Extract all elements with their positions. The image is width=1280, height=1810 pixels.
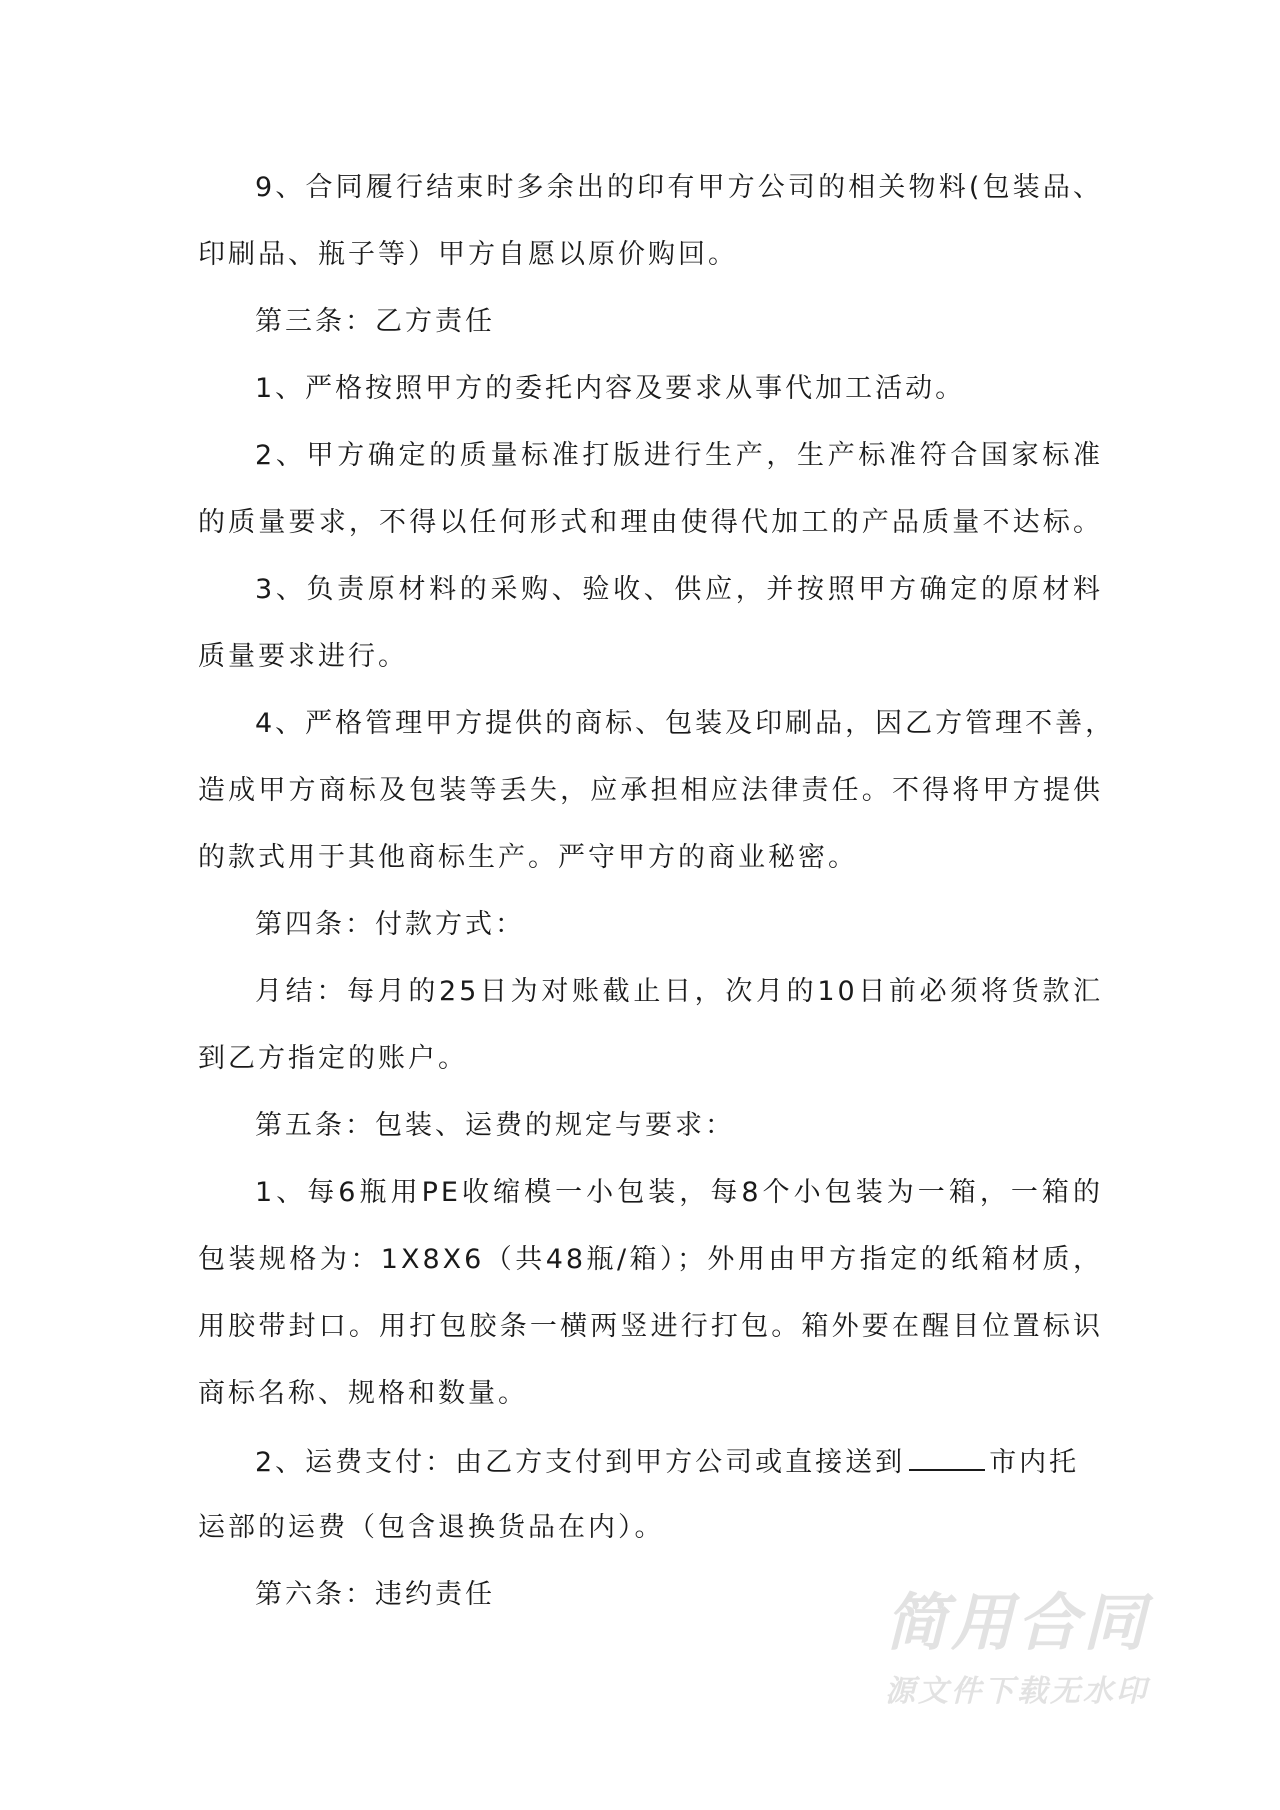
article-5-heading: 第五条：包装、运费的规定与要求： (255, 1110, 735, 1141)
article-3-item-4-line-1: 4、严格管理甲方提供的商标、包装及印刷品，因乙方管理不善， (255, 708, 1116, 739)
freight-text-after: 市内托 (989, 1447, 1080, 1478)
article-4-heading: 第四条：付款方式： (255, 909, 525, 940)
article-5-item-2-line-1 (255, 1441, 1103, 1481)
article-5-item-1-line-4: 商标名称、规格和数量。 (198, 1378, 528, 1409)
freight-text-before: 2、运费支付：由乙方支付到甲方公司或直接送到 (255, 1447, 906, 1478)
article-3-item-3-line-1: 3、负责原材料的采购、验收、供应，并按照甲方确定的原材料 (255, 574, 1103, 605)
article-3-item-2-line-1: 2、甲方确定的质量标准打版进行生产，生产标准符合国家标准 (255, 440, 1103, 471)
article-5-item-1-line-1: 1、每6瓶用PE收缩模一小包装，每8个小包装为一箱，一箱的 (255, 1177, 1103, 1208)
watermark-subtitle: 源文件下载无水印 (885, 1674, 1149, 1709)
watermark (885, 1588, 1185, 1710)
article-6-heading: 第六条：违约责任 (255, 1579, 495, 1610)
article-3-item-1: 1、严格按照甲方的委托内容及要求从事代加工活动。 (255, 373, 966, 404)
clause-2-item-9-line-2: 印刷品、瓶子等）甲方自愿以原价购回。 (198, 239, 738, 270)
clause-2-item-9-line-1: 9、合同履行结束时多余出的印有甲方公司的相关物料(包装品、 (255, 172, 1103, 203)
article-3-item-2-line-2: 的质量要求，不得以任何形式和理由使得代加工的产品质量不达标。 (198, 507, 1103, 538)
article-4-monthly-line-2: 到乙方指定的账户。 (198, 1043, 468, 1074)
article-3-item-4-line-3: 的款式用于其他商标生产。严守甲方的商业秘密。 (198, 842, 858, 873)
watermark-title: 简用合同 (885, 1586, 1150, 1659)
article-5-item-1-line-3: 用胶带封口。用打包胶条一横两竖进行打包。箱外要在醒目位置标识 (198, 1311, 1103, 1342)
article-5-item-2-line-2: 运部的运费（包含退换货品在内）。 (198, 1512, 665, 1543)
article-3-item-4-line-2: 造成甲方商标及包装等丢失，应承担相应法律责任。不得将甲方提供 (198, 775, 1103, 806)
destination-city-blank (909, 1441, 985, 1471)
article-4-monthly-line-1: 月结：每月的25日为对账截止日，次月的10日前必须将货款汇 (255, 976, 1103, 1007)
article-5-item-1-line-2: 包装规格为：1X8X6（共48瓶/箱）；外用由甲方指定的纸箱材质， (198, 1244, 1103, 1275)
article-3-heading: 第三条：乙方责任 (255, 306, 495, 337)
article-3-item-3-line-2: 质量要求进行。 (198, 641, 408, 672)
